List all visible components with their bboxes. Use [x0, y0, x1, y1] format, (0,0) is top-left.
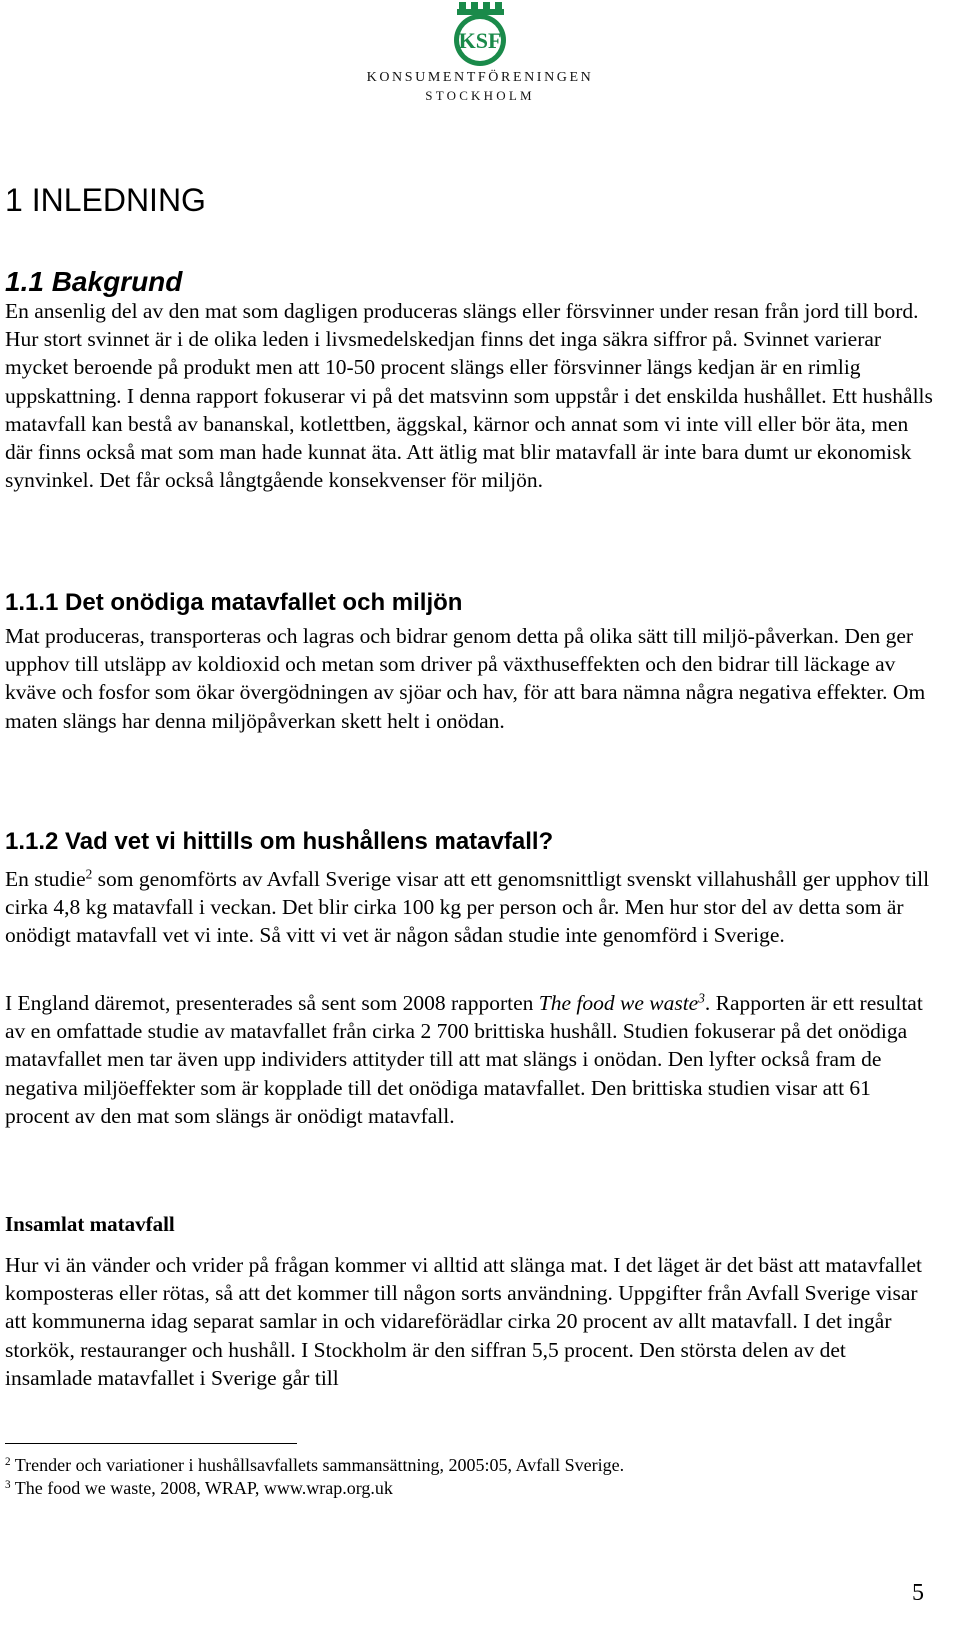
svg-text:KSF: KSF: [458, 28, 502, 53]
footnote-ref-2: 2: [85, 866, 93, 882]
footnote-ref-3: [698, 991, 705, 1006]
england-text-rest: . Rapporten är ett resultat av en omfattade studie av matavfallet från cirka 2 700 brittiska hushåll. Studien fokuserar på det onödiga matavfallet men tar även upp individers attityder till att mat slängs i onödan. Den lyfter också fram de negativa miljöeffekter som är kopplade till det onödiga matavfallet. Den brittiska studien visar att 61 procent av den mat som slängs är onödigt matavfall.: [5, 991, 923, 1128]
footnote-number: 2: [5, 1455, 11, 1468]
paragraph-insamlat: Hur vi än vänder och vrider på frågan kommer vi alltid att slänga mat. I det läget är det bäst att matavfallet komposteras eller rötas, så att det kommer till någon sorts användning. Uppgifter från Avfall Sverige visar att kommunerna idag separat samlar in och vidareförädlar cirka 20 procent av allt matavfall. I det ingår storkök, restauranger och hushåll. I Stockholm är den siffran 5,5 procent. Den största delen av det insamlade matavfallet i Sverige går till: [5, 1253, 922, 1390]
england-text-start: I England däremot, presenterades så sent som 2008 rapporten: [5, 991, 539, 1015]
chapter-heading: 1 INLEDNING: [5, 182, 206, 218]
paragraph-england: [5, 989, 935, 1130]
subheading-insamlat: Insamlat matavfall: [5, 1212, 175, 1236]
paragraph-miljon: Mat produceras, transporteras och lagras och bidrar genom detta på olika sätt till miljö-påverkan. Den ger upphov till utsläpp av koldioxid och metan som driver på växthuseffekten och den bidrar till läckage av kväve och fosfor som ökar övergödningen av sjöar och hav, för att bara nämna några negativa effekter. Om maten slängs har denna miljöpåverkan skett helt i onödan.: [5, 624, 926, 733]
studie-text-start: En studie: [5, 867, 86, 891]
footnote-number: 3: [5, 1478, 11, 1491]
paragraph-studie: [5, 865, 935, 950]
studie-text-rest: som genomförts av Avfall Sverige visar att ett genomsnittligt svenskt villahushåll ger upphov till cirka 4,8 kg matavfall i veckan. Det blir cirka 100 kg per person och år. Men hur stor del av detta som är onödigt matavfall vet vi inte. Så vitt vi vet är någon sådan studie inte genomförd i Sverige.: [5, 867, 930, 948]
report-title: The food we waste: [538, 991, 699, 1015]
paragraph-bakgrund: En ansenlig del av den mat som dagligen produceras slängs eller försvinner under resan från jord till bord. Hur stort svinnet är i de olika leden i livsmedelskedjan finns det inga säkra siffror på. Svinnet varierar mycket beroende på produkt men att 10-50 procent slängs eller försvinner längs kedjan är en rimlig uppskattning. I denna rapport fokuserar vi på det matsvinn som uppstår i det enskilda hushållet. Ett hushålls matavfall kan bestå av bananskal, kotlettben, äggskal, kärnor och annat som vi inte vill eller bör äta, men där finns också mat som man hade kunnat äta. Att ätlig mat blir matavfall är inte bara dumt ur ekonomisk synvinkel. Det får också långtgående konsekvenser för miljön.: [5, 299, 933, 493]
page-number: 5: [912, 1580, 924, 1606]
footnote-text: The food we waste, 2008, WRAP, www.wrap.org.uk: [14, 1478, 393, 1498]
footnote-text: Trender och variationer i hushållsavfallets sammansättning, 2005:05, Avfall Sverige.: [14, 1455, 625, 1475]
ksf-logo: [360, 0, 600, 110]
footnote-ref-3-number: 3: [698, 990, 705, 1006]
footnote-3: [5, 1477, 393, 1499]
ksf-emblem-icon: [443, 0, 517, 70]
footnote-2: [5, 1454, 624, 1476]
footnote-separator: [5, 1443, 297, 1444]
section-heading-bakgrund: 1.1 Bakgrund: [5, 266, 183, 297]
subsection-heading-hushall: 1.1.2 Vad vet vi hittills om hushållens matavfall?: [5, 828, 554, 855]
logo-text-stockholm: STOCKHOLM: [425, 88, 535, 103]
logo-text-konsumentforeningen: KONSUMENTFÖRENINGEN: [366, 70, 594, 85]
subsection-heading-miljon: 1.1.1 Det onödiga matavfallet och miljön: [5, 589, 463, 616]
